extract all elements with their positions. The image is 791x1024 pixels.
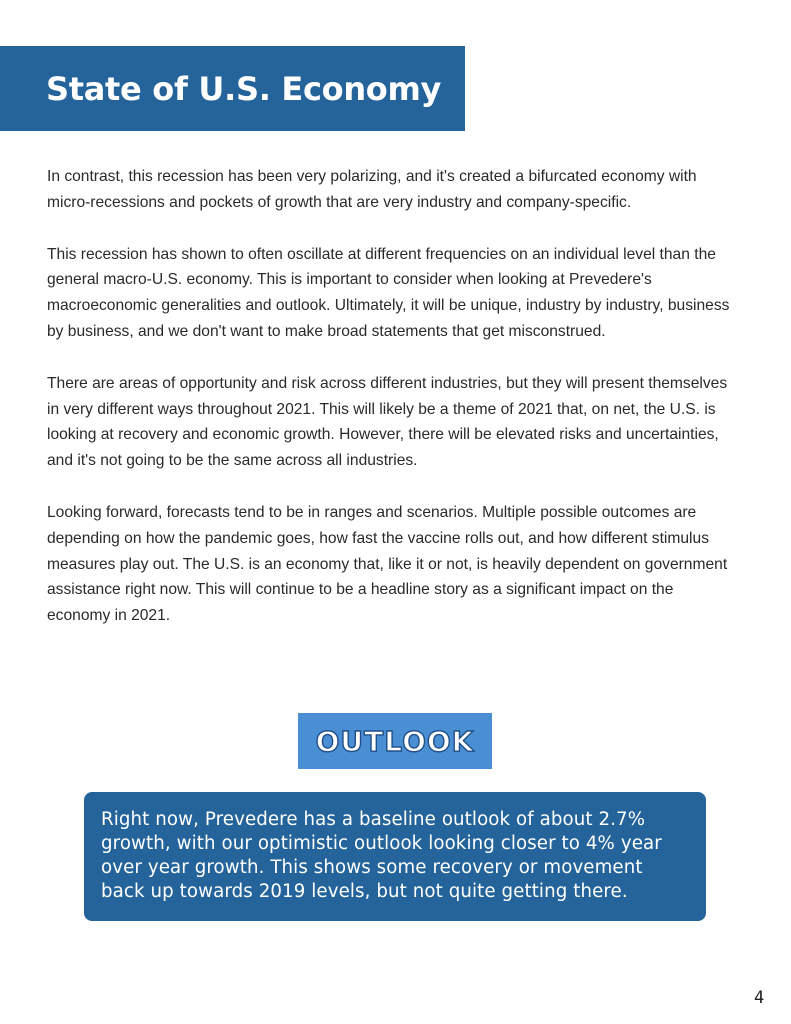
- outlook-badge: [298, 713, 492, 769]
- outlook-label: OUTLOOK: [315, 724, 475, 758]
- paragraph: In contrast, this recession has been very polarizing, and it's created a bifurcated economy with micro-recessions and pockets of growth that are very industry and company-specific.: [47, 168, 697, 211]
- body-text: [47, 164, 737, 655]
- page-title: State of U.S. Economy: [46, 69, 442, 108]
- paragraph: This recession has shown to often oscillate at different frequencies on an individual level than the general macro-U.S. economy. This is important to consider when looking at Prevedere's macroeconomic generalities and outlook. Ultimately, it will be unique, industry by industry, business by business, and we don't want to make broad statements that get misconstrued.: [47, 245, 730, 340]
- outlook-callout: [84, 792, 706, 921]
- callout-text: Right now, Prevedere has a baseline outlook of about 2.7% growth, with our optimistic outlook looking closer to 4% year over year growth. This shows some recovery or movement back up towards 2019 levels, but not quite getting there.: [101, 809, 662, 902]
- title-banner: [0, 46, 465, 131]
- page-number: 4: [754, 988, 765, 1008]
- paragraph: There are areas of opportunity and risk across different industries, but they will present themselves in very different ways throughout 2021. This will likely be a theme of 2021 that, on net, the U.S. is looking at recovery and economic growth. However, there will be elevated risks and uncertainties, and it's not going to be the same across all industries.: [47, 374, 728, 470]
- paragraph: Looking forward, forecasts tend to be in ranges and scenarios. Multiple possible outcomes are depending on how the pandemic goes, how fast the vaccine rolls out, and how different stimulus measures play out. The U.S. is an economy that, like it or not, is heavily dependent on government assistance right now. This will continue to be a headline story as a significant impact on the economy in 2021.: [47, 503, 728, 625]
